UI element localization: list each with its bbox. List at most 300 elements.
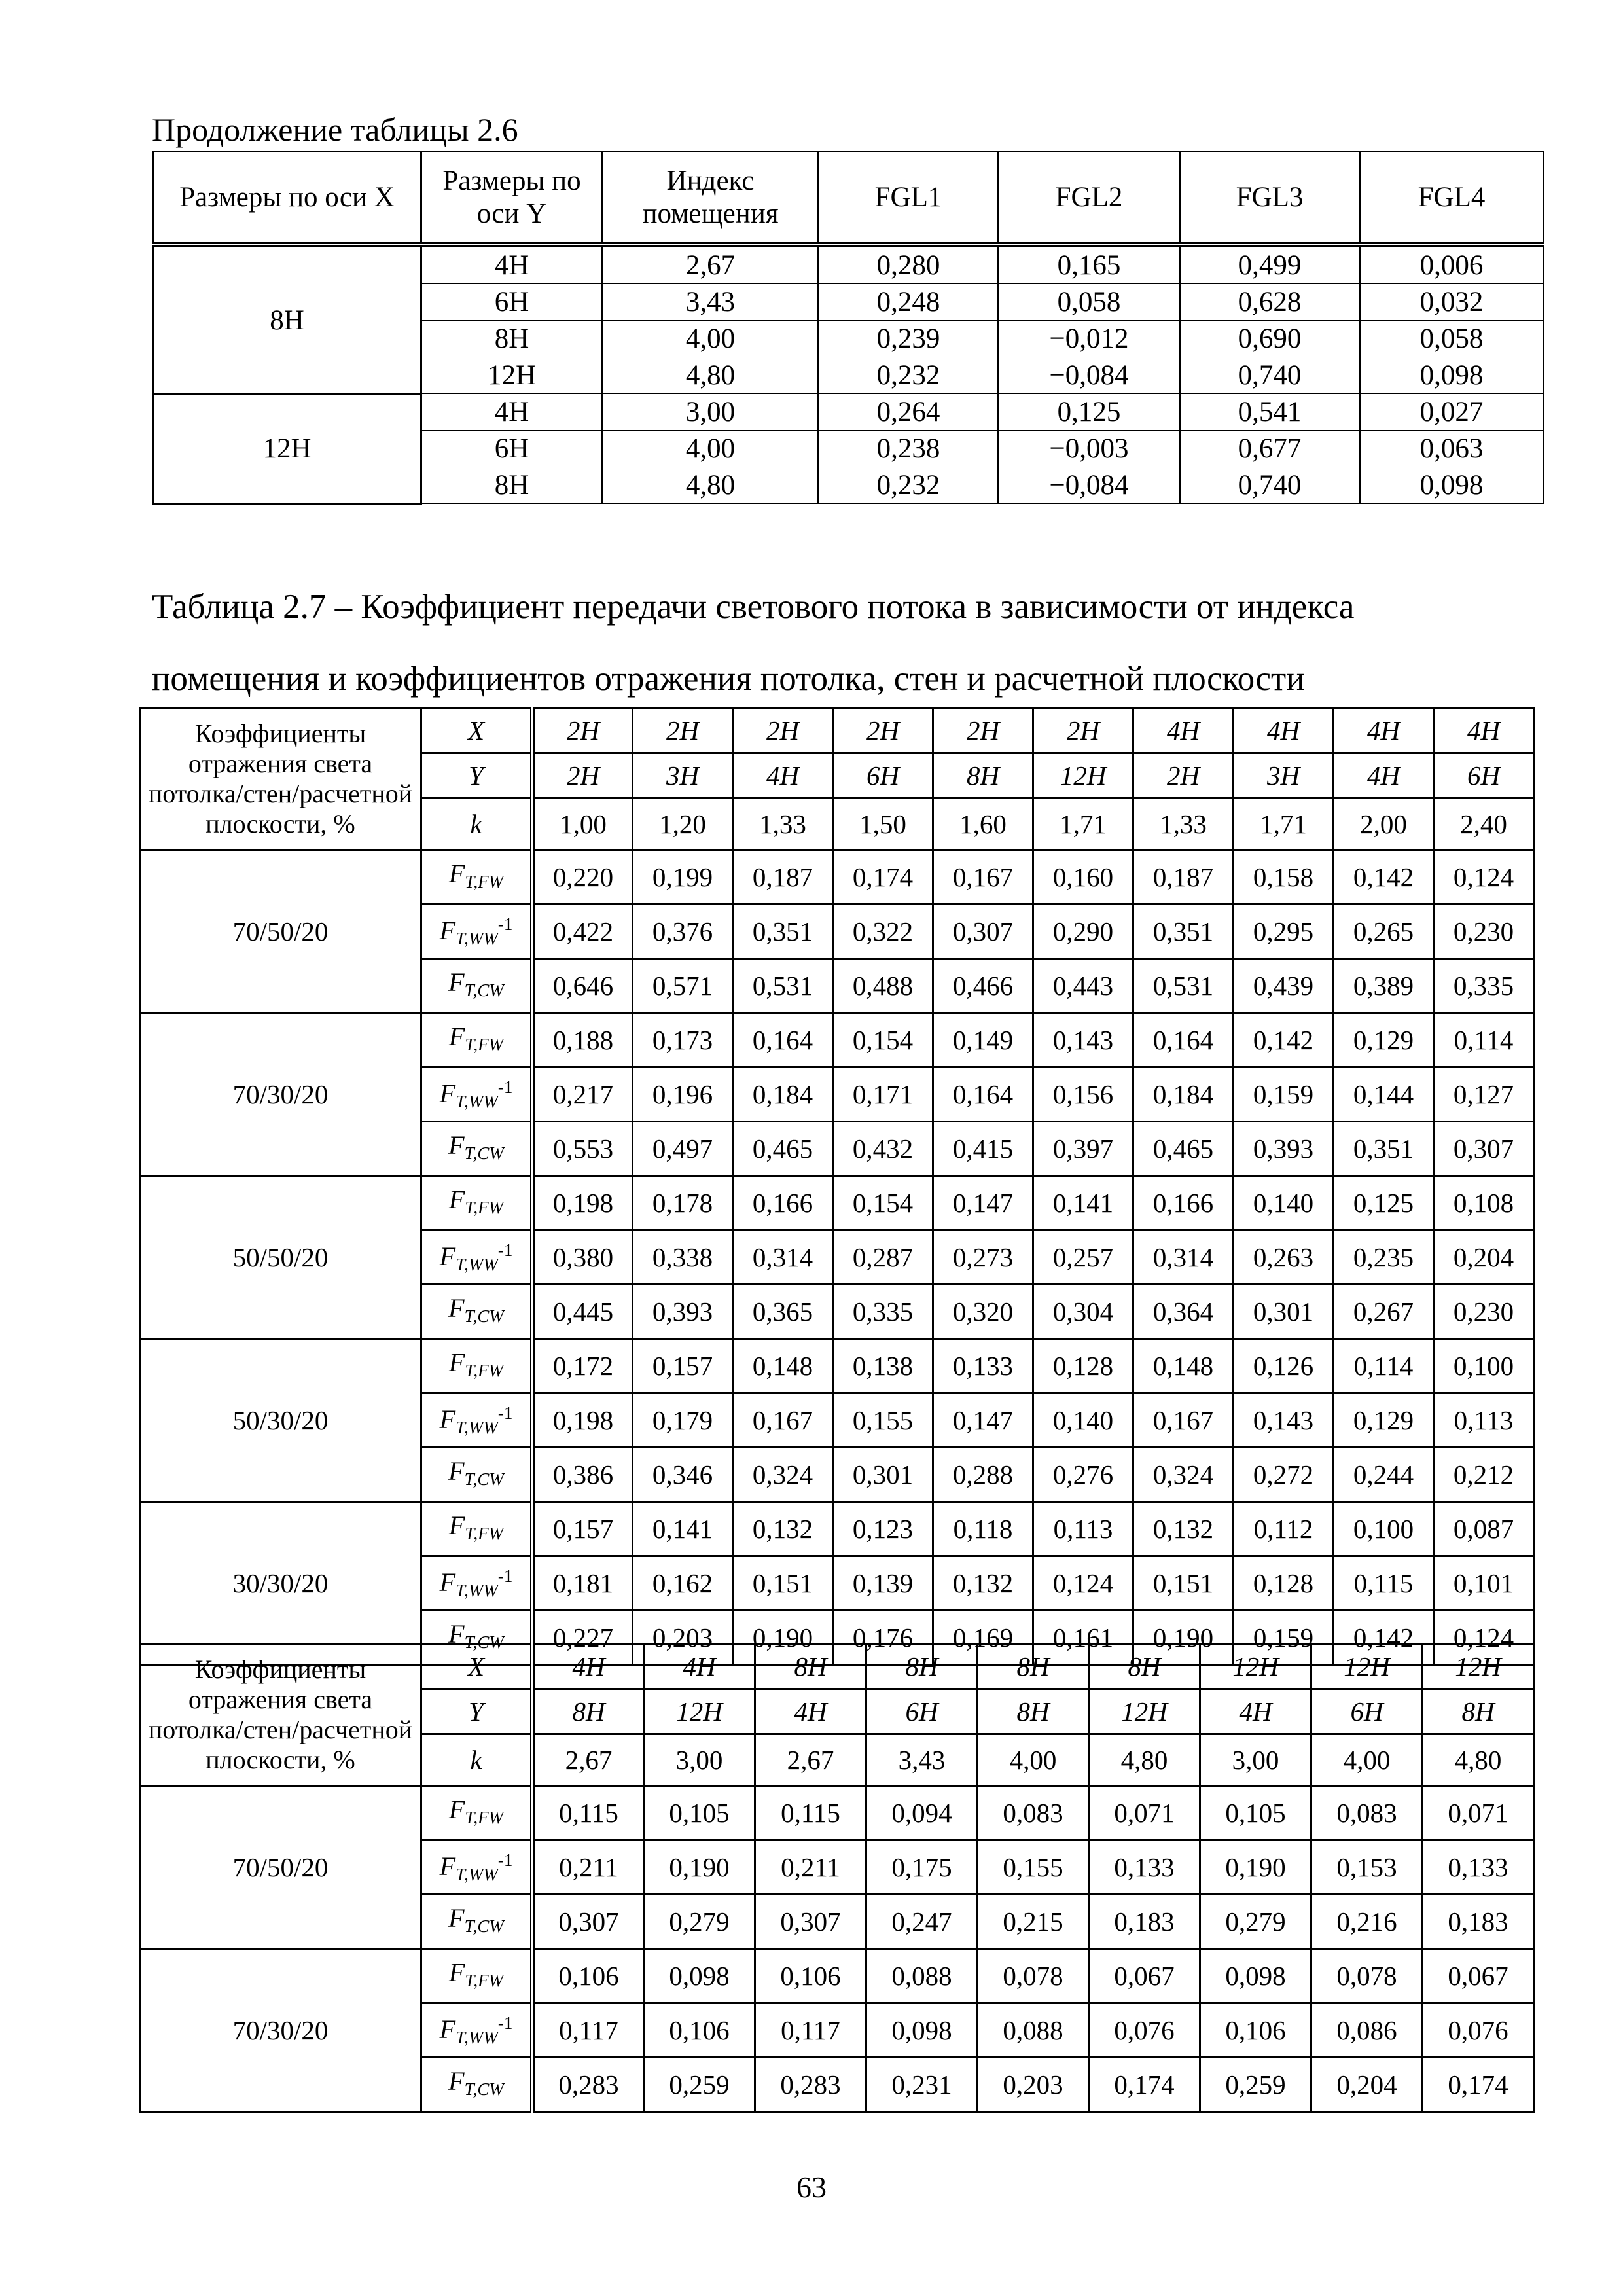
table-cell: 0,259 (1200, 2058, 1311, 2112)
table-cell: 0,078 (1311, 1949, 1423, 2003)
table-cell: 0,190 (1133, 1611, 1234, 1665)
factor-label (421, 905, 533, 959)
table-cell: 0,172 (533, 1339, 633, 1393)
header-cell-x: 2H (733, 708, 833, 753)
factor-symbol (439, 2013, 513, 2047)
factor-label (421, 1393, 533, 1448)
table-cell: 0,149 (933, 1013, 1033, 1067)
table-cell: 0,140 (1234, 1176, 1334, 1230)
table-cell: 0,279 (1200, 1895, 1311, 1949)
table-cell: 0,677 (1180, 431, 1360, 467)
table-cell: 0,227 (533, 1611, 633, 1665)
table-cell: 0,126 (1234, 1339, 1334, 1393)
table-cell: 0,114 (1334, 1339, 1434, 1393)
factor-label (421, 1230, 533, 1285)
table-cell: 0,098 (1360, 357, 1544, 394)
coefficient-header: Коэффициенты отражения света потолка/стен/расчетной плоскости, % (140, 708, 421, 850)
table-cell: 6H (421, 284, 603, 321)
factor-superscript: -1 (497, 1566, 513, 1586)
table-cell: 0,086 (1311, 2003, 1423, 2058)
table-cell: −0,084 (999, 467, 1180, 504)
table-cell: 0,094 (866, 1786, 978, 1840)
factor-base: F (439, 1852, 456, 1881)
table-cell: 0,248 (819, 284, 999, 321)
table-cell: 0,067 (1089, 1949, 1200, 2003)
header-cell-x: 4H (533, 1644, 644, 1689)
table-cell: 0,162 (633, 1556, 733, 1611)
table-cell: 0,071 (1089, 1786, 1200, 1840)
header-cell-k: 1,20 (633, 798, 733, 850)
factor-label (421, 1285, 533, 1339)
table-cell: 0,115 (755, 1786, 866, 1840)
table-cell: 0,422 (533, 905, 633, 959)
table-cell: 0,541 (1180, 394, 1360, 431)
header-cell-k: 2,00 (1334, 798, 1434, 850)
header-cell-y: 4H (1200, 1689, 1311, 1734)
factor-symbol (448, 1347, 504, 1380)
factor-subscript: T,CW (464, 1916, 504, 1936)
row-label-y: Y (421, 1689, 533, 1734)
table-cell: 0,123 (833, 1502, 933, 1556)
header-cell: FGL1 (819, 152, 999, 245)
table-cell: 0,184 (1133, 1067, 1234, 1122)
factor-base: F (448, 1347, 465, 1377)
table-cell: 0,439 (1234, 959, 1334, 1013)
table-cell: 0,133 (1423, 1840, 1534, 1895)
factor-label (421, 959, 533, 1013)
header-cell-y: 8H (933, 753, 1033, 798)
table-cell: 0,690 (1180, 321, 1360, 357)
table-cell: 0,140 (1033, 1393, 1133, 1448)
factor-label (421, 2058, 533, 2112)
table-cell: 0,133 (1089, 1840, 1200, 1895)
header-cell-y: 2H (1133, 753, 1234, 798)
table-cell: 0,167 (933, 850, 1033, 905)
table-2-7-caption: Таблица 2.7 – Коэффициент передачи светового потока в зависимости от индекса помещения и коэффициентов отражения потолка, стен и расчетной плоскости (152, 588, 1355, 698)
table-cell: 0,100 (1334, 1502, 1434, 1556)
table-cell: 0,322 (833, 905, 933, 959)
factor-symbol (448, 2066, 504, 2099)
factor-symbol (448, 1184, 504, 1217)
table-cell: 0,295 (1234, 905, 1334, 959)
table-cell: 0,364 (1133, 1285, 1234, 1339)
table-cell: 0,032 (1360, 284, 1544, 321)
header-cell-x: 2H (833, 708, 933, 753)
table-cell: 4,00 (603, 321, 819, 357)
factor-label (421, 1786, 533, 1840)
header-cell-k: 1,00 (533, 798, 633, 850)
table-cell: 0,154 (833, 1176, 933, 1230)
table-cell: 0,067 (1423, 1949, 1534, 2003)
header-cell-k: 3,43 (866, 1734, 978, 1786)
header-cell-k: 1,71 (1033, 798, 1133, 850)
factor-base: F (439, 1079, 456, 1108)
factor-symbol (448, 1510, 504, 1543)
factor-subscript: T,CW (464, 1632, 504, 1652)
factor-superscript: -1 (497, 1403, 513, 1423)
header-cell-k: 2,67 (755, 1734, 866, 1786)
table-cell: 0,142 (1334, 1611, 1434, 1665)
table-cell: 0,445 (533, 1285, 633, 1339)
table-cell: 0,203 (633, 1611, 733, 1665)
table-cell: 0,531 (733, 959, 833, 1013)
factor-subscript: T,WW (455, 1581, 498, 1600)
table-cell: 0,183 (1423, 1895, 1534, 1949)
factor-subscript: T,FW (465, 1523, 504, 1543)
table-cell: 0,132 (933, 1556, 1033, 1611)
table-cell: 0,106 (533, 1949, 644, 2003)
table-cell: 0,128 (1033, 1339, 1133, 1393)
factor-subscript: T,WW (455, 1418, 498, 1437)
table-2-6-body (153, 245, 1544, 504)
factor-superscript: -1 (497, 1240, 513, 1260)
factor-label (421, 1067, 533, 1122)
table-cell: 0,160 (1033, 850, 1133, 905)
header-cell-k: 1,50 (833, 798, 933, 850)
table-cell: 0,124 (1434, 1611, 1534, 1665)
header-cell-x: 12H (1200, 1644, 1311, 1689)
table-cell: 0,098 (1360, 467, 1544, 504)
factor-base: F (439, 1242, 456, 1271)
table-cell: 0,351 (733, 905, 833, 959)
table-cell: 0,117 (755, 2003, 866, 2058)
table-cell: 0,166 (1133, 1176, 1234, 1230)
table-cell: 0,198 (533, 1393, 633, 1448)
table-2-6 (152, 151, 1544, 505)
table-cell: 0,115 (1334, 1556, 1434, 1611)
factor-label (421, 1448, 533, 1502)
header-cell-k: 2,67 (533, 1734, 644, 1786)
table-cell: 0,283 (755, 2058, 866, 2112)
table-cell: 0,098 (644, 1949, 755, 2003)
table-cell: 0,397 (1033, 1122, 1133, 1176)
table-cell: 0,106 (755, 1949, 866, 2003)
header-cell: Размеры по оси X (153, 152, 421, 245)
table-row (140, 1949, 1534, 2003)
header-cell-x: 2H (533, 708, 633, 753)
table-cell: 0,174 (833, 850, 933, 905)
table-cell: 0,211 (755, 1840, 866, 1895)
table-cell: 0,307 (533, 1895, 644, 1949)
table-cell: 0,151 (733, 1556, 833, 1611)
factor-subscript: T,CW (464, 2079, 504, 2099)
reflectance-group-label: 70/30/20 (140, 1013, 421, 1176)
factor-label (421, 1013, 533, 1067)
header-cell-y: 12H (1033, 753, 1133, 798)
factor-subscript: T,WW (455, 2028, 498, 2047)
table-row (140, 1176, 1534, 1230)
table-cell: 0,158 (1234, 850, 1334, 905)
table-cell: 0,129 (1334, 1013, 1434, 1067)
factor-symbol (448, 1130, 504, 1163)
table-cell: 0,190 (733, 1611, 833, 1665)
factor-subscript: T,FW (465, 871, 504, 891)
factor-base: F (448, 1510, 465, 1540)
table-cell: 0,178 (633, 1176, 733, 1230)
table-cell: 0,166 (733, 1176, 833, 1230)
table-cell: 0,027 (1360, 394, 1544, 431)
header-cell-x: 2H (633, 708, 733, 753)
table-cell: 0,165 (999, 245, 1180, 284)
table-cell: 0,098 (1200, 1949, 1311, 2003)
table-cell: 0,063 (1360, 431, 1544, 467)
table-cell: 0,232 (819, 467, 999, 504)
table-row (140, 1013, 1534, 1067)
factor-subscript: T,CW (464, 980, 504, 1000)
header-row-x (140, 1644, 1534, 1689)
header-cell-y: 12H (644, 1689, 755, 1734)
header-cell: FGL3 (1180, 152, 1360, 245)
factor-superscript: -1 (497, 914, 513, 934)
header-row-x (140, 708, 1534, 753)
factor-label (421, 850, 533, 905)
table-cell: 0,142 (1234, 1013, 1334, 1067)
header-cell-k: 1,60 (933, 798, 1033, 850)
table-cell: 0,169 (933, 1611, 1033, 1665)
header-cell-x: 8H (866, 1644, 978, 1689)
table-cell: 0,164 (1133, 1013, 1234, 1067)
factor-symbol (448, 858, 504, 891)
factor-label (421, 2003, 533, 2058)
header-cell-x: 2H (1033, 708, 1133, 753)
table-cell: 0,171 (833, 1067, 933, 1122)
factor-base: F (439, 1405, 456, 1434)
table-cell: 0,320 (933, 1285, 1033, 1339)
table-cell: 0,115 (533, 1786, 644, 1840)
table-row (140, 850, 1534, 905)
table-cell: 0,143 (1234, 1393, 1334, 1448)
reflectance-group-label: 30/30/20 (140, 1502, 421, 1665)
table-cell: 3,43 (603, 284, 819, 321)
table-cell: 0,105 (644, 1786, 755, 1840)
table-cell: 0,238 (819, 431, 999, 467)
table-cell: 0,167 (1133, 1393, 1234, 1448)
table-cell: 0,157 (633, 1339, 733, 1393)
table-cell: 0,138 (833, 1339, 933, 1393)
factor-base: F (448, 1456, 465, 1486)
table-cell: −0,084 (999, 357, 1180, 394)
table-cell: 0,144 (1334, 1067, 1434, 1122)
table-cell: −0,012 (999, 321, 1180, 357)
table-cell: 0,265 (1334, 905, 1434, 959)
factor-subscript: T,FW (465, 1197, 504, 1217)
table-cell: 0,415 (933, 1122, 1033, 1176)
table-row (153, 245, 1544, 284)
table-cell: 0,365 (733, 1285, 833, 1339)
table-cell: 4H (421, 245, 603, 284)
table-cell: 0,324 (733, 1448, 833, 1502)
table-cell: 0,106 (644, 2003, 755, 2058)
header-cell-y: 4H (733, 753, 833, 798)
table-cell: 0,247 (866, 1895, 978, 1949)
table-2-6-caption: Продолжение таблицы 2.6 (152, 111, 518, 148)
header-cell-k: 3,00 (1200, 1734, 1311, 1786)
table-cell: 6H (421, 431, 603, 467)
header-cell-y: 3H (1234, 753, 1334, 798)
table-cell: 0,466 (933, 959, 1033, 1013)
table-cell: 0,106 (1200, 2003, 1311, 2058)
table-cell: 0,235 (1334, 1230, 1434, 1285)
table-cell: 0,273 (933, 1230, 1033, 1285)
table-cell: 0,740 (1180, 357, 1360, 394)
factor-symbol (448, 1903, 504, 1936)
table-cell: 0,124 (1033, 1556, 1133, 1611)
table-cell: 0,147 (933, 1393, 1033, 1448)
table-cell: 12H (421, 357, 603, 394)
factor-subscript: T,FW (465, 1807, 504, 1827)
table-cell: 0,314 (733, 1230, 833, 1285)
row-label-x: X (421, 708, 533, 753)
table-cell: 0,006 (1360, 245, 1544, 284)
header-cell-x: 4H (1434, 708, 1534, 753)
table-cell: 0,117 (533, 2003, 644, 2058)
table-cell: 0,176 (833, 1611, 933, 1665)
header-cell-y: 6H (866, 1689, 978, 1734)
header-cell-y: 12H (1089, 1689, 1200, 1734)
factor-base: F (448, 1130, 465, 1160)
header-cell-x: 12H (1311, 1644, 1423, 1689)
table-cell: 2,67 (603, 245, 819, 284)
factor-superscript: -1 (497, 1077, 513, 1097)
table-cell: 0,338 (633, 1230, 733, 1285)
table-cell: −0,003 (999, 431, 1180, 467)
factor-base: F (448, 858, 465, 888)
table-cell: 0,153 (1311, 1840, 1423, 1895)
table-cell: 0,108 (1434, 1176, 1534, 1230)
factor-superscript: -1 (497, 2013, 513, 2033)
table-cell: 0,156 (1033, 1067, 1133, 1122)
table-cell: 0,114 (1434, 1013, 1534, 1067)
header-cell-x: 8H (978, 1644, 1089, 1689)
factor-symbol (448, 1293, 504, 1326)
table-cell: 0,259 (644, 2058, 755, 2112)
table-cell: 0,646 (533, 959, 633, 1013)
factor-symbol (448, 1794, 504, 1827)
header-cell-y: 8H (1423, 1689, 1534, 1734)
table-cell: 0,127 (1434, 1067, 1534, 1122)
table-cell: 0,386 (533, 1448, 633, 1502)
header-cell-x: 8H (755, 1644, 866, 1689)
factor-base: F (448, 1903, 465, 1933)
table-cell: 0,101 (1434, 1556, 1534, 1611)
header-cell-k: 4,80 (1423, 1734, 1534, 1786)
header-cell-x: 4H (1334, 708, 1434, 753)
table-cell: 0,199 (633, 850, 733, 905)
table-cell: 0,393 (633, 1285, 733, 1339)
table-cell: 0,465 (1133, 1122, 1234, 1176)
factor-base: F (448, 1021, 465, 1051)
factor-base: F (439, 916, 456, 945)
factor-base: F (439, 1568, 456, 1597)
factor-symbol (439, 1240, 513, 1274)
table-cell: 0,497 (633, 1122, 733, 1176)
table-cell: 0,740 (1180, 467, 1360, 504)
table-cell: 0,076 (1423, 2003, 1534, 2058)
table-cell: 0,125 (1334, 1176, 1434, 1230)
factor-label (421, 1122, 533, 1176)
header-cell-k: 3,00 (644, 1734, 755, 1786)
table-cell: 0,346 (633, 1448, 733, 1502)
table-cell: 0,098 (866, 2003, 978, 2058)
table-cell: 4,80 (603, 467, 819, 504)
header-cell-k: 4,00 (1311, 1734, 1423, 1786)
table-cell: 0,161 (1033, 1611, 1133, 1665)
header-cell-y: 4H (755, 1689, 866, 1734)
table-cell: 0,212 (1434, 1448, 1534, 1502)
table-cell: 0,187 (1133, 850, 1234, 905)
factor-label (421, 1840, 533, 1895)
header-cell-y: 8H (533, 1689, 644, 1734)
factor-base: F (448, 1794, 465, 1824)
x-size-cell: 8H (153, 245, 421, 394)
table-cell: 0,301 (1234, 1285, 1334, 1339)
table-cell: 0,376 (633, 905, 733, 959)
factor-symbol (439, 1566, 513, 1600)
table-cell: 0,128 (1234, 1556, 1334, 1611)
factor-symbol (439, 1077, 513, 1111)
header-cell-x: 8H (1089, 1644, 1200, 1689)
table-cell: 0,083 (1311, 1786, 1423, 1840)
factor-subscript: T,WW (455, 1865, 498, 1884)
table-cell: 4,00 (603, 431, 819, 467)
table-cell: 0,211 (533, 1840, 644, 1895)
table-cell: 0,324 (1133, 1448, 1234, 1502)
table-cell: 0,105 (1200, 1786, 1311, 1840)
row-label-k: k (421, 1734, 533, 1786)
table-row (153, 394, 1544, 431)
factor-symbol (439, 1403, 513, 1437)
table-cell: 0,141 (633, 1502, 733, 1556)
table-cell: 0,314 (1133, 1230, 1234, 1285)
table-cell: 0,232 (819, 357, 999, 394)
table-cell: 0,058 (999, 284, 1180, 321)
table-cell: 0,272 (1234, 1448, 1334, 1502)
table-row (140, 1786, 1534, 1840)
table-cell: 0,257 (1033, 1230, 1133, 1285)
table-cell: 0,088 (866, 1949, 978, 2003)
table-cell: 0,499 (1180, 245, 1360, 284)
table-cell: 0,288 (933, 1448, 1033, 1502)
header-cell-k: 4,80 (1089, 1734, 1200, 1786)
table-cell: 0,351 (1133, 905, 1234, 959)
header-cell: Индекс помещения (603, 152, 819, 245)
header-cell-k: 1,33 (1133, 798, 1234, 850)
table-cell: 0,179 (633, 1393, 733, 1448)
table-cell: 0,443 (1033, 959, 1133, 1013)
table-cell: 0,124 (1434, 850, 1534, 905)
header-cell: FGL4 (1360, 152, 1544, 245)
table-cell: 0,151 (1133, 1556, 1234, 1611)
header-cell-y: 6H (1434, 753, 1534, 798)
header-cell-x: 12H (1423, 1644, 1534, 1689)
table-cell: 0,279 (644, 1895, 755, 1949)
table-cell: 0,488 (833, 959, 933, 1013)
table-cell: 0,215 (978, 1895, 1089, 1949)
table-cell: 0,154 (833, 1013, 933, 1067)
table-cell: 0,141 (1033, 1176, 1133, 1230)
table-cell: 4H (421, 394, 603, 431)
table-cell: 0,164 (733, 1013, 833, 1067)
table-cell: 0,175 (866, 1840, 978, 1895)
table-cell: 0,203 (978, 2058, 1089, 2112)
table-cell: 0,304 (1033, 1285, 1133, 1339)
header-cell-k: 1,33 (733, 798, 833, 850)
factor-subscript: T,FW (465, 1970, 504, 1990)
table-cell: 0,155 (978, 1840, 1089, 1895)
table-cell: 0,078 (978, 1949, 1089, 2003)
table-cell: 0,287 (833, 1230, 933, 1285)
table-cell: 0,148 (733, 1339, 833, 1393)
